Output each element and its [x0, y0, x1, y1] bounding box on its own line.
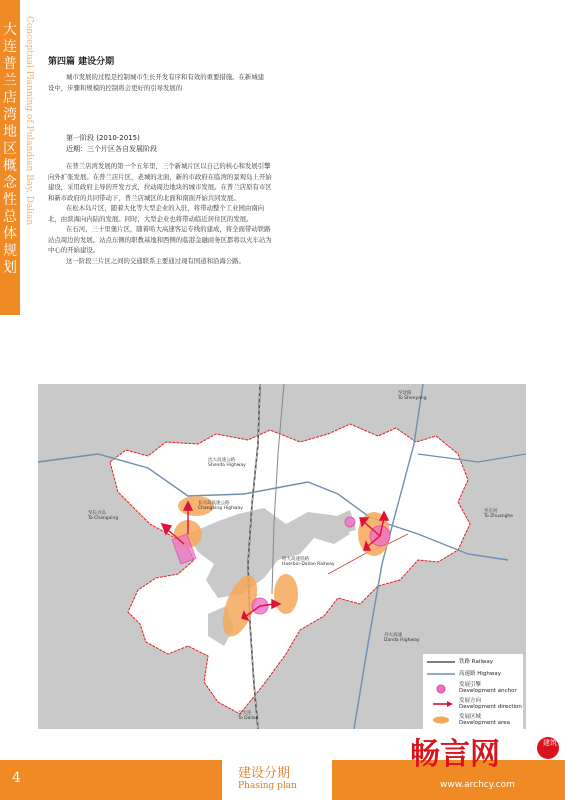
footer-title-cn: 建设分期 [238, 766, 291, 781]
map-label: 长兴岛高速公路 Changxing Highway [198, 501, 243, 511]
body-paragraph: 在松木岛片区，随着大化等大型企业的入驻，将带动整个工业园由南向北，由滨海向内陆的发展。同时，大型企业也将带动临近居住区的发展。 [48, 204, 265, 223]
phase-heading [66, 133, 157, 155]
phasing-map [38, 384, 526, 729]
legend-area: 发展区域 Development area [427, 714, 510, 726]
phase-subtitle: 近期：三个片区各自发展阶段 [66, 145, 157, 153]
planning-area [110, 424, 470, 714]
body-paragraph: 在石河、三十里堡片区，随着哈大高速客运专线的建成，将全面带动铁路站点周边的发展。站点东侧的职教基地和西侧的临港金融商务区都将以火车站为中心的开始建设。 [48, 225, 272, 254]
legend-railway: 铁路 Railway [459, 659, 493, 665]
footer-title-en: Phasing plan [238, 781, 297, 791]
sidebar-title-cn: 大连普兰店湾地区概念性总体规划 [3, 22, 17, 276]
legend-direction: 发展方向 Development direction [427, 698, 522, 710]
watermark-brand: 畅言网 [410, 737, 500, 772]
body-text [48, 161, 273, 266]
map-label: 至沈阳 To Shenyang [398, 391, 427, 401]
intro-paragraph: 城市发展的过程是控制城市生长开发有序和有效的重要措施。在新城建设中，步骤和规模的控制将会更好的引导发展的 [48, 73, 265, 92]
legend-anchor: 发展引擎 Development anchor [427, 682, 517, 694]
map-label: 哈大高速铁路 Haerbin-Dalian Railway [282, 557, 335, 567]
map-label: 至庄河 To Zhuanghe [484, 509, 514, 519]
phase-title: 第一阶段 (2010-2015) [66, 134, 140, 142]
chapter-title: 第四篇 建设分期 [48, 57, 115, 67]
development-area [274, 574, 298, 614]
development-anchor [345, 517, 355, 527]
watermark-tag: 建筑 [543, 739, 557, 747]
sidebar-title-en: Conceptual Planning of Pulandian Bay, Dalian [24, 16, 34, 226]
map-legend [423, 654, 523, 729]
page-number: 4 [12, 770, 21, 786]
map-label: 至长兴岛 To Changxing [88, 511, 119, 521]
watermark-url: www.archcy.com [440, 780, 515, 790]
legend-highway: 高速路 Highway [459, 671, 502, 677]
body-paragraph: 这一阶段三片区之间的交通联系主要通过现有国道和沿海公路。 [66, 256, 245, 265]
watermark-logo [400, 728, 560, 776]
map-label: 至大连 To Dalian [238, 711, 259, 721]
body-paragraph: 在普兰店湾发展的第一个五年里，三个新城片区以自己的核心和发展引擎向外扩张发展。在普兰店片区，老城的北面，新的市政府在临湾的景观岛上开始建设，采用政府主导的开发方式，拉动周边地块的城市发展。在普兰店原有市区和新市政府的共同带动下，普兰店城区的北面和南面开始共同发展。 [48, 162, 272, 202]
map-label: 丹大高速 Danda Highway [384, 633, 420, 643]
map-label: 沈大高速公路 Shenda Highway [208, 458, 246, 468]
